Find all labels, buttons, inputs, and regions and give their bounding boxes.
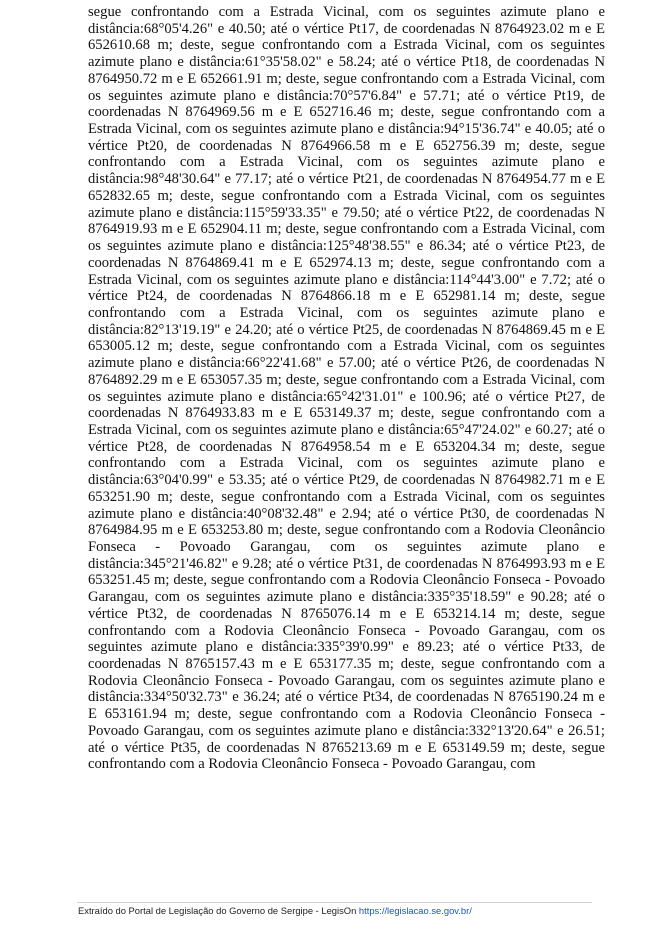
footer-link[interactable]: https://legislacao.se.gov.br/: [358, 905, 472, 916]
footer-divider: [77, 902, 592, 903]
page-footer: [78, 905, 472, 917]
body-paragraph: segue confrontando com a Estrada Vicinal, com os seguintes azimute plano e distância:68°05'4.26" e 40.50; até o vértice Pt17, de coordenadas N 8764923.02 m e E 652610.68 m; deste, segue confrontando com a Estrada Vicinal, com os seguintes azimute plano e distância:61°35'58.02" e 58.24; até o vértice Pt18, de coordenadas N 8764950.72 m e E 652661.91 m; deste, segue confrontando com a Estrada Vicinal, com os seguintes azimute plano e distância:70°57'6.84" e 57.71; até o vértice Pt19, de coordenadas N 8764969.56 m e E 652716.46 m; deste, segue confrontando com a Estrada Vicinal, com os seguintes azimute plano e distância:94°15'36.74" e 40.05; até o vértice Pt20, de coordenadas N 8764966.58 m e E 652756.39 m; deste, segue confrontando com a Estrada Vicinal, com os seguintes azimute plano e distância:98°48'30.64" e 77.17; até o vértice Pt21, de coordenadas N 8764954.77 m e E 652832.65 m; deste, segue confrontando com a Estrada Vicinal, com os seguintes azimute plano e distância:115°59'33.35" e 79.50; até o vértice Pt22, de coordenadas N 8764919.93 m e E 652904.11 m; deste, segue confrontando com a Estrada Vicinal, com os seguintes azimute plano e distância:125°48'38.55" e 86.34; até o vértice Pt23, de coordenadas N 8764869.41 m e E 652974.13 m; deste, segue confrontando com a Estrada Vicinal, com os seguintes azimute plano e distância:114°44'3.00" e 7.72; até o vértice Pt24, de coordenadas N 8764866.18 m e E 652981.14 m; deste, segue confrontando com a Estrada Vicinal, com os seguintes azimute plano e distância:82°13'19.19" e 24.20; até o vértice Pt25, de coordenadas N 8764869.45 m e E 653005.12 m; deste, segue confrontando com a Estrada Vicinal, com os seguintes azimute plano e distância:66°22'41.68" e 57.00; até o vértice Pt26, de coordenadas N 8764892.29 m e E 653057.35 m; deste, segue confrontando com a Estrada Vicinal, com os seguintes azimute plano e distância:65°42'31.01" e 100.96; até o vértice Pt27, de coordenadas N 8764933.83 m e E 653149.37 m; deste, segue confrontando com a Estrada Vicinal, com os seguintes azimute plano e distância:65°47'24.02" e 60.27; até o vértice Pt28, de coordenadas N 8764958.54 m e E 653204.34 m; deste, segue confrontando com a Estrada Vicinal, com os seguintes azimute plano e distância:63°04'0.99" e 53.35; até o vértice Pt29, de coordenadas N 8764982.71 m e E 653251.90 m; deste, segue confrontando com a Estrada Vicinal, com os seguintes azimute plano e distância:40°08'32.48" e 2.94; até o vértice Pt30, de coordenadas N 8764984.95 m e E 653253.80 m; deste, segue confrontando com a Rodovia Cleonâncio Fonseca - Povoado Garangau, com os seguintes azimute plano e distância:345°21'46.82" e 9.28; até o vértice Pt31, de coordenadas N 8764993.93 m e E 653251.45 m; deste, segue confrontando com a Rodovia Cleonâncio Fonseca - Povoado Garangau, com os seguintes azimute plano e distância:335°35'18.59" e 90.28; até o vértice Pt32, de coordenadas N 8765076.14 m e E 653214.14 m; deste, segue confrontando com a Rodovia Cleonâncio Fonseca - Povoado Garangau, com os seguintes azimute plano e distância:335°39'0.99" e 89.23; até o vértice Pt33, de coordenadas N 8765157.43 m e E 653177.35 m; deste, segue confrontando com a Rodovia Cleonâncio Fonseca - Povoado Garangau, com os seguintes azimute plano e distância:334°50'32.73" e 36.24; até o vértice Pt34, de coordenadas N 8765190.24 m e E 653161.94 m; deste, segue confrontando com a Rodovia Cleonâncio Fonseca - Povoado Garangau, com os seguintes azimute plano e distância:332°13'20.64" e 26.51; até o vértice Pt35, de coordenadas N 8765213.69 m e E 653149.59 m; deste, segue confrontando com a Rodovia Cleonâncio Fonseca - Povoado Garangau, com: [88, 4, 605, 773]
footer-source-text: Extraído do Portal de Legislação do Governo de Sergipe - LegisOn: [78, 905, 359, 916]
